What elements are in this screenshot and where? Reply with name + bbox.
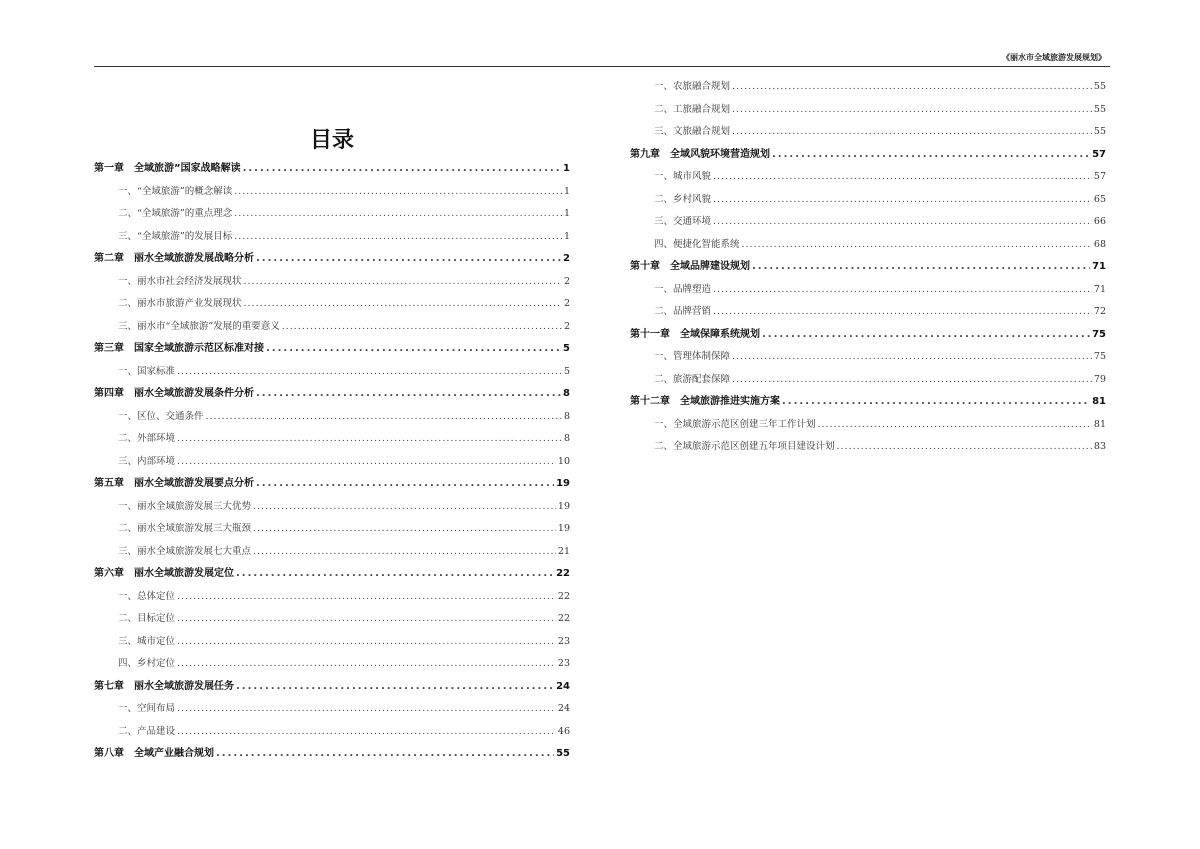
toc-page-number: 22 [557,590,570,602]
toc-section-entry[interactable] [630,76,1106,99]
toc-chapter-entry[interactable] [94,158,570,181]
toc-dot-leader [177,451,556,474]
toc-entry-label: 三、城市定位 [118,635,176,647]
toc-chapter-entry[interactable] [94,338,570,361]
toc-right-column [630,76,1106,459]
toc-chapter-entry[interactable] [630,256,1106,279]
toc-dot-leader [782,391,1090,414]
toc-chapter-entry[interactable] [94,676,570,699]
toc-section-entry[interactable] [630,121,1106,144]
toc-page-number: 1 [563,208,570,219]
toc-chapter-entry[interactable] [630,144,1106,167]
toc-section-entry[interactable] [630,234,1106,257]
toc-section-entry[interactable] [630,369,1106,392]
toc-page-number: 24 [557,703,570,714]
toc-entry-label: 三、交通环境 [654,216,712,227]
toc-section-entry[interactable] [630,301,1106,324]
toc-entry-label: 第一章 全域旅游”国家战略解读 [94,163,241,174]
toc-dot-leader [216,743,554,766]
toc-entry-label: 第九章 全域风貌环境营造规划 [630,148,770,160]
toc-page-number: 57 [1093,171,1106,182]
toc-entry-label: 二、旅游配套保障 [654,373,731,385]
toc-dot-leader [177,608,556,631]
toc-section-entry[interactable] [94,428,570,451]
toc-section-entry[interactable] [94,316,570,339]
toc-dot-leader [713,279,1092,302]
toc-entry-label: 第十一章 全域保障系统规划 [630,328,760,340]
toc-dot-leader [253,518,556,541]
toc-page-number: 2 [563,320,570,332]
toc-dot-leader [243,158,561,181]
toc-section-entry[interactable] [94,518,570,541]
toc-page-number: 55 [556,748,570,759]
toc-page-number: 2 [563,298,570,309]
toc-section-entry[interactable] [94,293,570,316]
toc-entry-label: 一、农旅融合规划 [654,81,731,92]
toc-entry-label: 二、品牌营销 [654,306,712,317]
toc-page-number: 83 [1093,441,1106,452]
toc-entry-label: 一、国家标准 [118,365,176,377]
toc-dot-leader [177,361,562,384]
toc-entry-label: 第八章 全域产业融合规划 [94,748,214,759]
toc-section-entry[interactable] [94,451,570,474]
toc-page-number: 68 [1093,238,1106,250]
toc-dot-leader [772,144,1090,167]
toc-dot-leader [266,338,561,361]
toc-section-entry[interactable] [94,226,570,249]
toc-entry-label: 四、便捷化智能系统 [654,238,740,250]
toc-dot-leader [837,436,1092,459]
toc-page-number: 66 [1093,216,1106,227]
toc-entry-label: 第十二章 全域旅游推进实施方案 [630,396,780,407]
toc-entry-label: 二、“全域旅游”的重点理念 [118,208,233,219]
toc-dot-leader [713,189,1092,212]
toc-section-entry[interactable] [94,496,570,519]
toc-entry-label: 二、丽水市旅游产业发展现状 [118,298,242,309]
toc-entry-label: 二、产品建设 [118,725,176,737]
toc-entry-label: 三、丽水全域旅游发展七大重点 [118,545,252,557]
toc-page-number: 19 [556,478,570,489]
toc-chapter-entry[interactable] [94,563,570,586]
toc-page-number: 22 [556,568,570,579]
toc-section-entry[interactable] [94,271,570,294]
toc-dot-leader [256,248,561,271]
toc-page-number: 22 [557,613,570,624]
toc-entry-label: 第六章 丽水全域旅游发展定位 [94,568,234,579]
toc-section-entry[interactable] [630,436,1106,459]
toc-page-number: 55 [1093,103,1106,115]
toc-dot-leader [713,166,1092,189]
toc-page-number: 81 [1093,418,1106,430]
toc-dot-leader [177,428,562,451]
toc-section-entry[interactable] [94,721,570,744]
toc-dot-leader [752,256,1090,279]
toc-dot-leader [244,293,562,316]
running-header: 《丽水市全域旅游发展规划》 [1002,52,1106,62]
toc-dot-leader [713,211,1092,234]
toc-entry-label: 一、总体定位 [118,590,176,602]
toc-section-entry[interactable] [94,698,570,721]
toc-section-entry[interactable] [94,203,570,226]
toc-entry-label: 一、空间布局 [118,703,176,714]
toc-section-entry[interactable] [630,99,1106,122]
toc-entry-label: 一、管理体制保障 [654,351,731,362]
toc-page-number: 75 [1093,351,1106,362]
toc-entry-label: 第七章 丽水全域旅游发展任务 [94,680,234,692]
toc-page-number: 81 [1092,396,1106,407]
toc-page-number: 5 [563,343,570,354]
toc-dot-leader [732,99,1092,122]
toc-section-entry[interactable] [630,279,1106,302]
toc-dot-leader [234,203,562,226]
toc-chapter-entry[interactable] [630,391,1106,414]
toc-dot-leader [236,563,554,586]
toc-dot-leader [742,234,1092,257]
toc-page-number: 23 [557,658,570,669]
toc-entry-label: 二、目标定位 [118,613,176,624]
toc-entry-label: 一、品牌塑造 [654,283,712,295]
toc-entry-label: 三、丽水市“全域旅游”发展的重要意义 [118,320,280,332]
toc-entry-label: 一、丽水市社会经济发展现状 [118,275,242,287]
toc-section-entry[interactable] [94,181,570,204]
toc-entry-label: 二、工旅融合规划 [654,103,731,115]
toc-page-number: 23 [557,635,570,647]
toc-section-entry[interactable] [94,608,570,631]
toc-section-entry[interactable] [94,361,570,384]
toc-dot-leader [177,721,556,744]
toc-section-entry[interactable] [630,346,1106,369]
toc-dot-leader [177,698,556,721]
toc-left-column [94,158,570,766]
toc-entry-label: 一、区位、交通条件 [118,410,204,422]
toc-dot-leader [253,541,556,564]
toc-entry-label: 三、“全域旅游”的发展目标 [118,230,233,242]
toc-entry-label: 一、丽水全域旅游发展三大优势 [118,500,252,512]
toc-page-number: 8 [563,410,570,422]
toc-page-number: 24 [556,680,570,692]
toc-page-number: 71 [1092,261,1106,272]
toc-entry-label: 二、丽水全域旅游发展三大瓶颈 [118,523,252,534]
toc-dot-leader [713,301,1092,324]
toc-section-entry[interactable] [630,414,1106,437]
toc-section-entry[interactable] [94,541,570,564]
toc-dot-leader [177,653,556,676]
toc-entry-label: 一、城市风貌 [654,171,712,182]
toc-dot-leader [732,76,1092,99]
toc-page-number: 79 [1093,373,1106,385]
toc-chapter-entry[interactable] [94,743,570,766]
toc-page-number: 1 [563,230,570,242]
toc-page-number: 72 [1093,306,1106,317]
toc-chapter-entry[interactable] [94,248,570,271]
toc-entry-label: 第五章 丽水全域旅游发展要点分析 [94,478,254,489]
toc-chapter-entry[interactable] [94,473,570,496]
toc-chapter-entry[interactable] [630,324,1106,347]
header-rule [94,66,1110,67]
toc-entry-label: 四、乡村定位 [118,658,176,669]
toc-section-entry[interactable] [630,189,1106,212]
toc-dot-leader [282,316,562,339]
toc-entry-label: 第三章 国家全域旅游示范区标准对接 [94,343,264,354]
toc-page-number: 71 [1093,283,1106,295]
toc-page-number: 8 [563,433,570,444]
toc-page-number: 65 [1093,193,1106,205]
toc-dot-leader [256,473,554,496]
toc-dot-leader [762,324,1090,347]
toc-dot-leader [244,271,562,294]
toc-page-number: 21 [557,545,570,557]
toc-page-number: 10 [557,455,570,467]
toc-dot-leader [177,586,556,609]
toc-page-number: 2 [563,253,570,264]
toc-page-number: 8 [563,388,570,399]
toc-dot-leader [818,414,1092,437]
toc-entry-label: 二、外部环境 [118,433,176,444]
toc-dot-leader [732,121,1092,144]
toc-page-number: 55 [1093,126,1106,137]
toc-page-number: 2 [563,275,570,287]
toc-page-number: 57 [1092,148,1106,160]
toc-page-number: 1 [563,163,570,174]
toc-page-number: 75 [1092,328,1106,340]
toc-section-entry[interactable] [94,653,570,676]
toc-section-entry[interactable] [94,631,570,654]
toc-entry-label: 一、全域旅游示范区创建三年工作计划 [654,418,816,430]
toc-section-entry[interactable] [94,406,570,429]
toc-page-number: 1 [563,185,570,197]
toc-dot-leader [732,346,1092,369]
toc-entry-label: 第十章 全域品牌建设规划 [630,261,750,272]
toc-entry-label: 二、全域旅游示范区创建五年项目建设计划 [654,441,835,452]
toc-entry-label: 二、乡村风貌 [654,193,712,205]
toc-dot-leader [234,226,562,249]
toc-page-number: 46 [557,725,570,737]
toc-entry-label: 第二章 丽水全域旅游发展战略分析 [94,253,254,264]
toc-dot-leader [256,383,561,406]
toc-section-entry[interactable] [94,586,570,609]
toc-entry-label: 一、“全域旅游”的概念解读 [118,185,233,197]
toc-page-number: 55 [1093,81,1106,92]
toc-chapter-entry[interactable] [94,383,570,406]
toc-dot-leader [234,181,562,204]
toc-dot-leader [206,406,562,429]
toc-entry-label: 三、内部环境 [118,455,176,467]
toc-section-entry[interactable] [630,166,1106,189]
toc-dot-leader [253,496,556,519]
toc-dot-leader [177,631,556,654]
toc-title: 目录 [309,128,354,153]
toc-entry-label: 三、文旅融合规划 [654,126,731,137]
toc-section-entry[interactable] [630,211,1106,234]
toc-dot-leader [236,676,554,699]
toc-entry-label: 第四章 丽水全域旅游发展条件分析 [94,388,254,399]
toc-page-number: 19 [557,523,570,534]
toc-dot-leader [732,369,1092,392]
toc-page-number: 19 [557,500,570,512]
toc-page-number: 5 [563,365,570,377]
